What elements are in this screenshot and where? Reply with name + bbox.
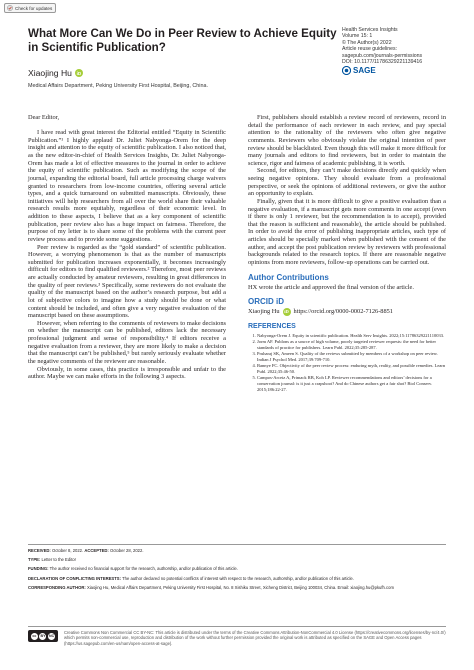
received-label: RECEIVED:	[28, 548, 51, 553]
accepted-label: ACCEPTED:	[84, 548, 109, 553]
reference-item: 2. Jorm AF. Publons as a source of high volume, poorly targeted reviewer requests: the need for better standards of practice for publishers. Learn Publ. 2022;35:285-287.	[257, 339, 446, 350]
author-name: Xiaojing Hu	[28, 68, 72, 78]
paragraph-7: Finally, given that it is more difficult to give a positive evaluation than a negative evaluation, if a manuscript gets more comments in one accept (even if there is only 1 reviewer, but the recommendation is to accept), provided that the reason is sufficient and reasonable), the article should be published. In order to avoid the error of publishing inappropriate articles, such type of articles should be specially marked when published with the consent of the author, and accept the post publication review by reviewers with professional backgrounds related to the research topics. If there are reasonable negative opinions from more reviewers, follow-up operations can be carried out.	[248, 197, 446, 266]
by-icon: BY	[40, 634, 46, 638]
type-label: TYPE:	[28, 557, 41, 563]
contributions-text: HX wrote the article and approved the final version of the article.	[248, 283, 414, 291]
orcid-icon[interactable]: iD	[76, 70, 82, 76]
license-text: Creative Commons Non Commercial CC BY-NC: This article is distributed under the terms of the Creative Commons Attribution-NonCommercial 4.0 License (https://creativecommons.org/licenses/by-nc/4.0/) which permits non-commercial use, reproduction and distribution of the work without further permission provided the original work is attributed as specified on the SAGE and Open Access pages (https://us.sagepub.com/en-us/nam/open-access-at-sage).	[64, 630, 446, 646]
paragraph-2: Peer review is regarded as the “gold standard” of scientific publication. However, a worrying phenomenon is that as the number of manuscripts submitted for publication increases exponentially, it becomes increasingly difficult for editors to find qualified reviewers.² Therefore, most peer reviews are actually conducted by amateur reviewers, resulting in great differences in the quality of peer reviews.³ Specifically, some reviewers do not evaluate the quality of the manuscript based on the author’s research purpose, but add a lot of subjective colors to imagine how a study should be done or what content should be included, and often give a very negative evaluation of the manuscript based on these assumptions.	[28, 243, 226, 320]
conflict-line	[28, 576, 446, 581]
journal-volume: Volume 15: 1	[342, 33, 373, 40]
orcid-heading: ORCID iD	[248, 297, 284, 307]
license-footer	[28, 630, 446, 646]
sage-logo	[342, 66, 462, 75]
references-list	[248, 333, 446, 392]
paragraph-4: Obviously, in some cases, this practice is irresponsible and unfair to the author. Maybe we can make efforts in the following 3 aspects.	[28, 365, 226, 381]
corresponding-text: Xiaojing Hu, Medical Affairs Department, Peking University First Hospital, No. 8 Xishiku Street, Xicheng District, Beijing 100034, China. Email: xiaojing.hu@pkufh.com	[86, 584, 394, 590]
footer-divider	[28, 626, 446, 627]
received-date: October 8, 2022.	[51, 548, 84, 553]
orcid-entry	[248, 308, 446, 316]
reference-item: 4. Bannye FC. Objectivity of the peer review process: enduring myth, reality, and possible remedies. Learn Publ. 2022;35:46-50.	[257, 363, 446, 374]
funding-label: FUNDING:	[28, 566, 49, 572]
declarations-block	[28, 548, 446, 594]
check-update-icon	[7, 5, 13, 11]
dates-line	[28, 548, 446, 553]
paragraph-6: Second, for editors, they can’t make decisions directly and quickly when seeing negative opinions. They should evaluate from a professional perspective, or seek the opinions of additional reviewers, or give the author an opportunity to explain.	[248, 167, 446, 198]
author-line	[28, 68, 83, 78]
references-heading: REFERENCES	[248, 323, 296, 331]
reference-item: 1. Nabyonga-Orem J. Equity in scientific publication. Health Serv Insights. 2022;15:11786329221110033.	[257, 333, 446, 339]
orcid-author-name: Xiaojing Hu	[248, 308, 280, 316]
cc-icon: cc	[32, 634, 37, 638]
conflict-text: The author declared no potential conflicts of interest with respect to the research, authorship, and/or publication of this article.	[122, 575, 354, 581]
corresponding-line	[28, 585, 446, 590]
salutation: Dear Editor,	[28, 114, 60, 121]
article-title: What More Can We Do in Peer Review to Achieve Equity in Scientific Publication?	[28, 27, 337, 54]
author-affiliation: Medical Affairs Department, Peking University First Hospital, Beijing, China.	[28, 83, 208, 89]
sage-logo-icon	[342, 66, 351, 75]
orcid-small-icon[interactable]: iD	[284, 309, 289, 315]
cc-by-nc-badge-icon[interactable]	[28, 630, 58, 642]
orcid-link[interactable]: https://orcid.org/0000-0002-7126-8851	[293, 308, 393, 316]
paragraph-5: First, publishers should establish a review record of reviewers, record in detail the performance of each reviewer in each review, and pay special attention to the rationality of the reviewers who often give negative comments. Reviewers who obviously violate the original intention of peer review should be blacklisted. Even though this will make it more difficult for many journals and editors to find reviewers, but in order to maintain the science, rigor and fairness of academic publishing, it is worth.	[248, 114, 446, 167]
reference-item: 5. Campos-Arceiz A, Primack RB, Koh LP. Reviewer recommendations and editors’ decisions for a conservation journal: is it just a crapshoot? And do Chinese authors get a fair shot? Biol Conserv. 2015;186:22-27.	[257, 375, 446, 392]
type-value: Letter to the Editor	[41, 557, 76, 563]
conflict-label: DECLARATION OF CONFLICTING INTERESTS:	[28, 575, 121, 581]
permissions-link[interactable]: sagepub.com/journals-permissions	[342, 52, 423, 59]
accepted-date: October 28, 2022.	[109, 548, 144, 553]
funding-line	[28, 566, 446, 571]
check-updates-label: Check for updates	[15, 5, 53, 11]
contributions-heading: Author Contributions	[248, 272, 329, 282]
corresponding-label: CORRESPONDING AUTHOR:	[28, 584, 86, 590]
reference-item: 3. Pruharaj SK, Ameen S. Quality of the reviews submitted by members of a workshop on peer review. Indian J Psychol Med. 2017;39:709-710.	[257, 351, 446, 362]
reuse-guidelines-label: Article reuse guidelines:	[342, 46, 398, 53]
body-left-column	[28, 114, 226, 381]
sage-logo-text: SAGE	[353, 65, 376, 75]
check-for-updates-button[interactable]	[4, 3, 56, 13]
funding-text: The author received no financial support for the research, authorship, and/or publication of this article.	[49, 566, 238, 572]
paragraph-3: However, when referring to the comments of reviewers to make decisions on whether the manuscript can be published, editors lack the necessary professional judgment and sense of responsibility.⁴ If editors receive a negative evaluation from a reviewer, they are more likely to make a decision that the manuscript can’t be published,⁵ but rarely seriously evaluate whether the negative comments of the reviewer are reasonable.	[28, 319, 226, 365]
copyright-line: © The Author(s) 2022	[342, 39, 392, 46]
type-line	[28, 557, 446, 562]
paragraph-1: I have read with great interest the Editorial entitled “Equity in Scientific Publication.”¹ I highly applaud Dr. Juliet Nabyonga-Orem for the deep insight and attention to the equity of scientific publication. I also noticed that, as the new editor-in-chief of Health Services Insights, Dr. Juliet Nabyonga-Orem has made a lot of effective measures to the journal in order to achieve the equity of scientific publication. Such as modifying the scope of the journal, expanding the editorial board, full article processing charge waivers granted to researchers from low-income countries, offering several article types, and a quick turnaround on submitted manuscripts. Obviously, these initiatives will help researchers from all over the world share their valuable research results more equitably, regardless of their economic level. In addition to these aspects, I believe that as a key component of scientific publication, peer review also has a huge impact on fairness. Therefore, the purpose of my letter is to share some of the problems with the current peer review process and to provide some suggestions.	[28, 129, 226, 243]
journal-meta	[342, 27, 462, 75]
doi-link[interactable]: DOI: 10.1177/11786329221139416	[342, 59, 423, 66]
declarations-divider	[28, 544, 446, 545]
body-right-column	[248, 114, 446, 393]
nc-icon: NC	[49, 634, 55, 638]
journal-name: Health Services Insights	[342, 27, 398, 33]
